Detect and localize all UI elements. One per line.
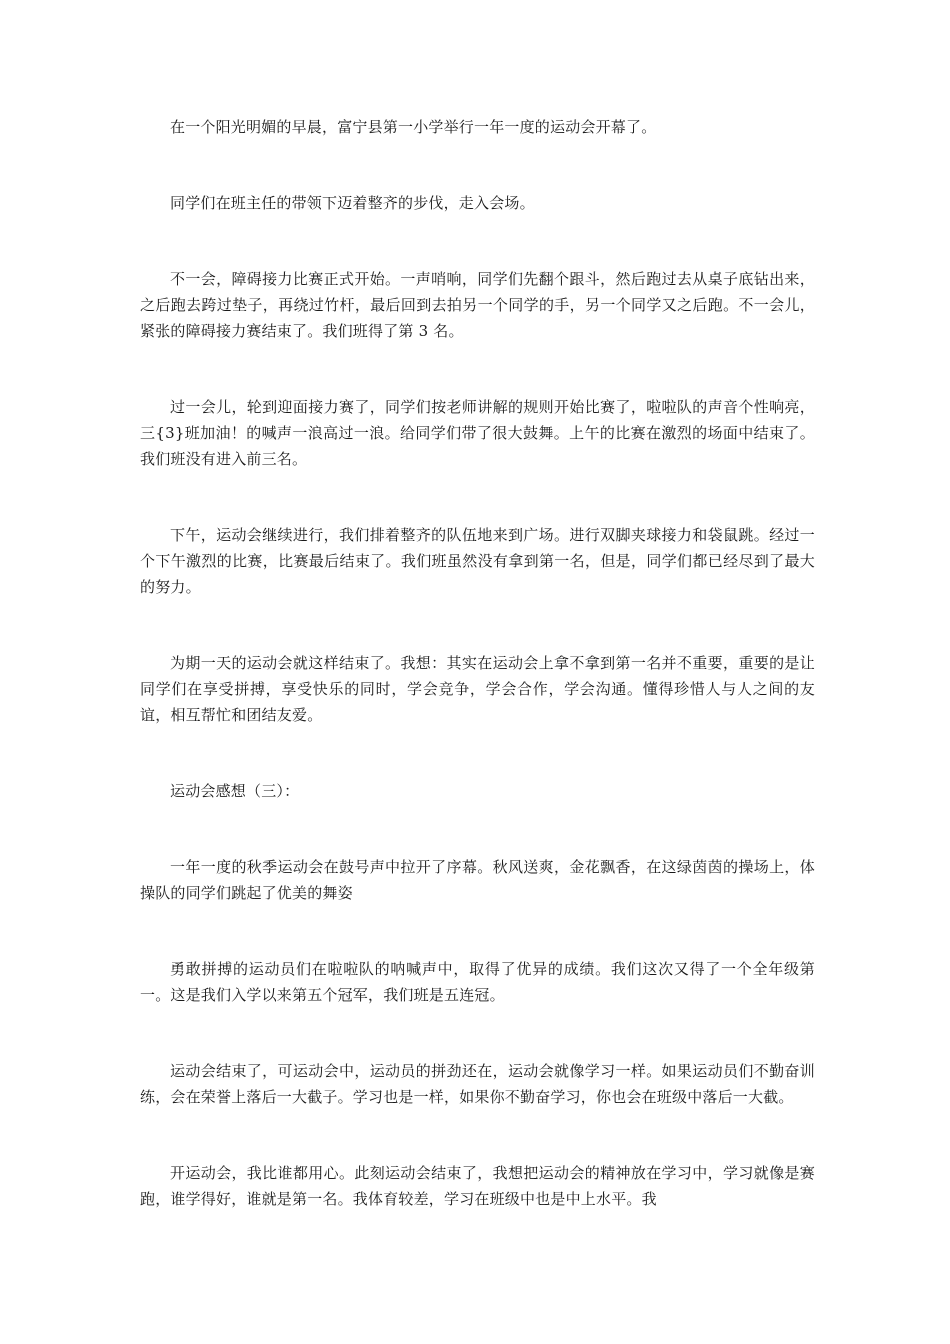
paragraph-4: 过一会儿，轮到迎面接力赛了，同学们按老师讲解的规则开始比赛了，啦啦队的声音个性响亮，三{3}班加油！的喊声一浪高过一浪。给同学们带了很大鼓舞。上午的比赛在激烈的场面中结束了。我们班没有进入前三名。 [140,398,815,468]
section-heading: 运动会感想（三）： [170,782,300,800]
document-body [140,114,815,1262]
paragraph-8: 勇敢拼搏的运动员们在啦啦队的呐喊声中，取得了优异的成绩。我们这次又得了一个全年级第一。这是我们入学以来第五个冠军，我们班是五连冠。 [140,960,815,1004]
paragraph-7: 一年一度的秋季运动会在鼓号声中拉开了序幕。秋风送爽，金花飘香，在这绿茵茵的操场上，体操队的同学们跳起了优美的舞姿 [140,858,815,902]
paragraph-5: 下午，运动会继续进行，我们排着整齐的队伍地来到广场。进行双脚夹球接力和袋鼠跳。经过一个下午激烈的比赛，比赛最后结束了。我们班虽然没有拿到第一名，但是，同学们都已经尽到了最大的努力。 [140,526,815,596]
paragraph-6: 为期一天的运动会就这样结束了。我想：其实在运动会上拿不拿到第一名并不重要，重要的是让同学们在享受拼搏，享受快乐的同时，学会竞争，学会合作，学会沟通。懂得珍惜人与人之间的友谊，相互帮忙和团结友爱。 [140,654,815,724]
paragraph-9: 运动会结束了，可运动会中，运动员的拼劲还在，运动会就像学习一样。如果运动员们不勤奋训练，会在荣誉上落后一大截子。学习也是一样，如果你不勤奋学习，你也会在班级中落后一大截。 [140,1062,815,1106]
paragraph-3: 不一会，障碍接力比赛正式开始。一声哨响，同学们先翻个跟斗，然后跑过去从桌子底钻出来，之后跑去跨过垫子，再绕过竹杆，最后回到去拍另一个同学的手，另一个同学又之后跑。不一会儿，紧张的障碍接力赛结束了。我们班得了第 3 名。 [140,270,815,340]
paragraph-10: 开运动会，我比谁都用心。此刻运动会结束了，我想把运动会的精神放在学习中，学习就像是赛跑，谁学得好，谁就是第一名。我体育较差，学习在班级中也是中上水平。我 [140,1164,815,1208]
paragraph-2: 同学们在班主任的带领下迈着整齐的步伐，走入会场。 [170,194,535,212]
paragraph-1: 在一个阳光明媚的早晨，富宁县第一小学举行一年一度的运动会开幕了。 [170,118,657,136]
